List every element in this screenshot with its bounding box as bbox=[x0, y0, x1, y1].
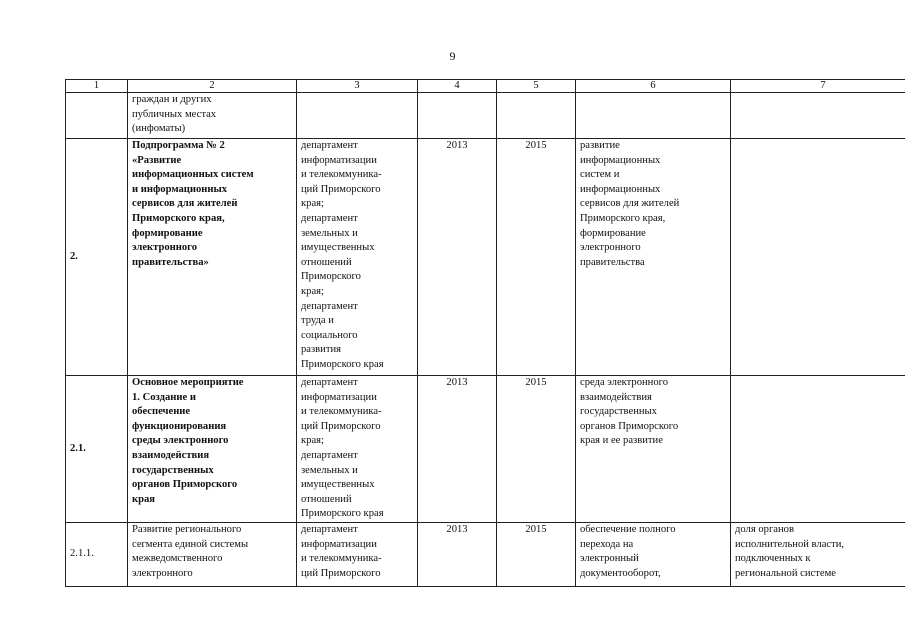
end-year: 2015 bbox=[497, 523, 576, 587]
indicator bbox=[731, 93, 905, 139]
row-number bbox=[66, 93, 128, 139]
responsible-executor: департамент информатизации и телекоммуника- ций Приморского края; департамент земельных и имущественных отношений Приморского края; департамент труда и социального развития Приморского края bbox=[297, 139, 418, 376]
row-number: 2. bbox=[66, 139, 128, 376]
table-row bbox=[66, 376, 905, 523]
expected-result: среда электронного взаимодействия государственных органов Приморского края и ее развитие bbox=[576, 376, 731, 523]
end-year bbox=[497, 93, 576, 139]
column-header: 2 bbox=[128, 80, 297, 93]
page-number: 9 bbox=[449, 49, 456, 63]
indicator: доля органов исполнительной власти, подключенных к региональной системе bbox=[731, 523, 905, 587]
end-year: 2015 bbox=[497, 139, 576, 376]
start-year bbox=[418, 93, 497, 139]
measure-name: Развитие регионального сегмента единой системы межведомственного электронного bbox=[128, 523, 297, 587]
expected-result bbox=[576, 93, 731, 139]
measure-name: Подпрограмма № 2 «Развитие информационных систем и информационных сервисов для жителей Приморского края, формирование электронного правительства» bbox=[128, 139, 297, 376]
indicator bbox=[731, 139, 905, 376]
measure-name: Основное мероприятие 1. Создание и обеспечение функционирования среды электронного взаимодействия государственных органов Приморского края bbox=[128, 376, 297, 523]
table-row bbox=[66, 93, 905, 139]
end-year: 2015 bbox=[497, 376, 576, 523]
responsible-executor: департамент информатизации и телекоммуника- ций Приморского края; департамент земельных и имущественных отношений Приморского края bbox=[297, 376, 418, 523]
responsible-executor bbox=[297, 93, 418, 139]
indicator bbox=[731, 376, 905, 523]
row-number: 2.1.1. bbox=[66, 523, 128, 587]
column-header: 3 bbox=[297, 80, 418, 93]
table-row bbox=[66, 523, 905, 587]
column-header: 5 bbox=[497, 80, 576, 93]
measure-name: граждан и других публичных местах (инфоматы) bbox=[128, 93, 297, 139]
responsible-executor: департамент информатизации и телекоммуника- ций Приморского bbox=[297, 523, 418, 587]
column-header: 4 bbox=[418, 80, 497, 93]
column-header: 7 bbox=[731, 80, 905, 93]
row-number: 2.1. bbox=[66, 376, 128, 523]
column-header: 1 bbox=[66, 80, 128, 93]
program-table bbox=[65, 79, 905, 587]
table-header-row bbox=[66, 80, 905, 93]
column-header: 6 bbox=[576, 80, 731, 93]
expected-result: обеспечение полного перехода на электронный документооборот, bbox=[576, 523, 731, 587]
expected-result: развитие информационных систем и информационных сервисов для жителей Приморского края, формирование электронного правительства bbox=[576, 139, 731, 376]
start-year: 2013 bbox=[418, 523, 497, 587]
start-year: 2013 bbox=[418, 139, 497, 376]
table-row bbox=[66, 139, 905, 376]
start-year: 2013 bbox=[418, 376, 497, 523]
